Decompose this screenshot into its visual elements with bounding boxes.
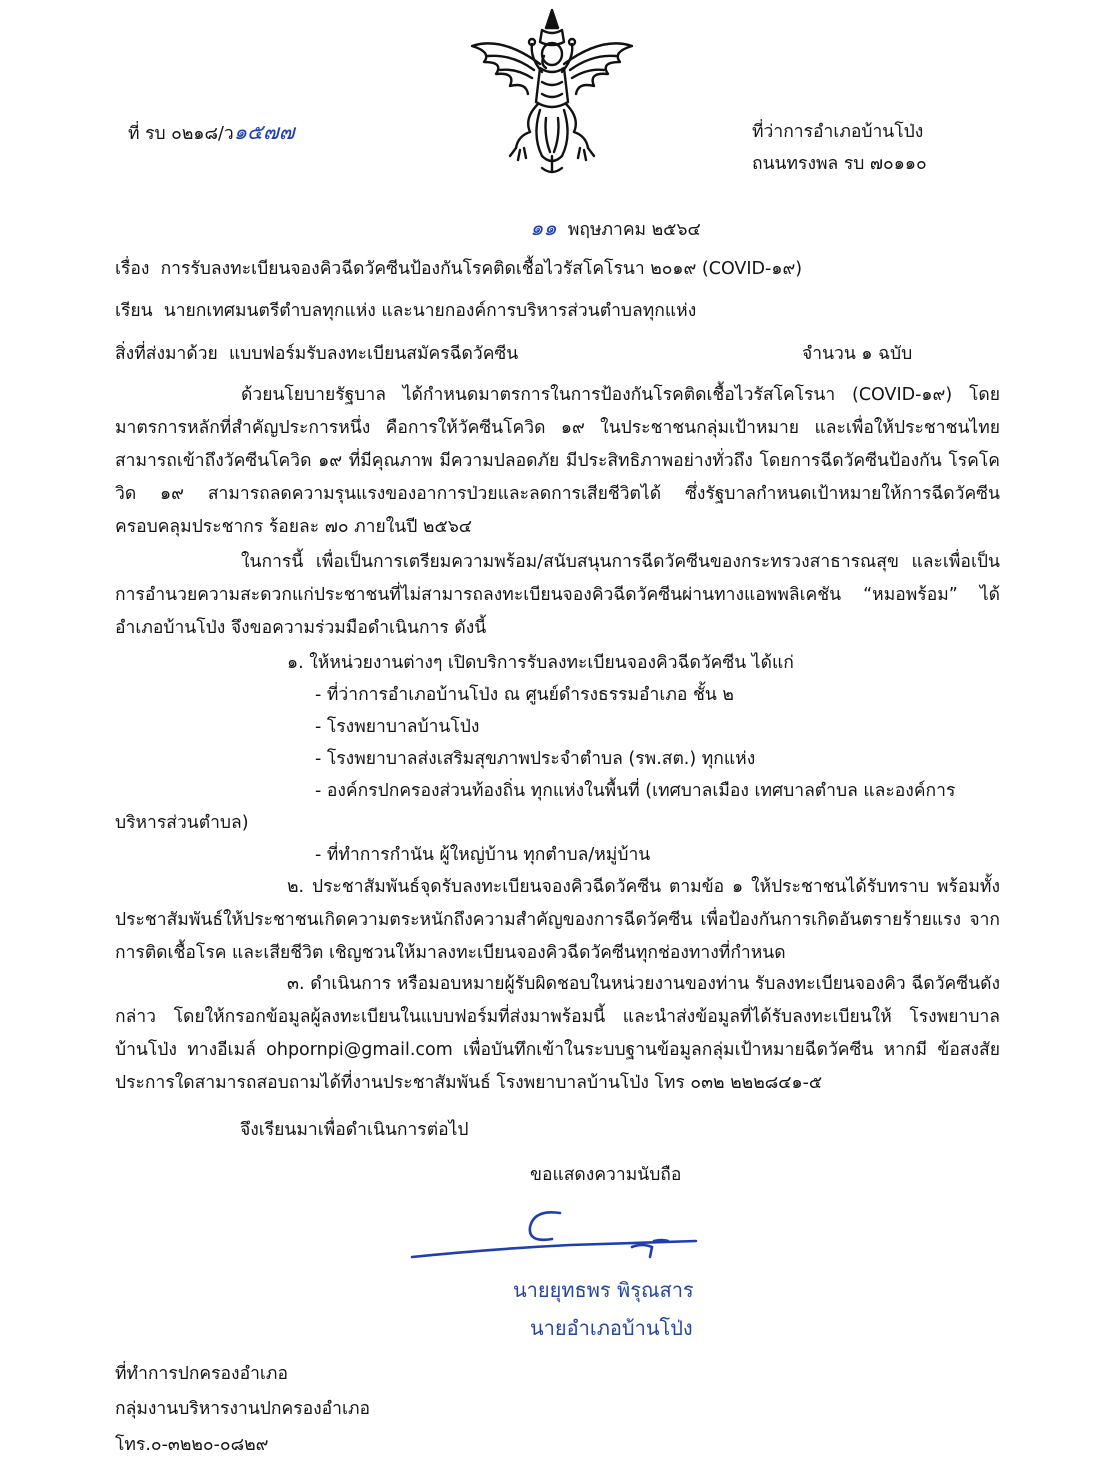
signer-title: นายอำเภอบ้านโป่ง (530, 1316, 693, 1340)
footer-division: กลุ่มงานบริหารงานปกครองอำเภอ (115, 1399, 371, 1419)
garuda-emblem-icon (462, 6, 642, 178)
item-1-sub-4-continued: บริหารส่วนตำบล) (115, 813, 249, 833)
closing-regards: ขอแสดงความนับถือ (530, 1165, 682, 1185)
item-1: ๑. ให้หน่วยงานต่างๆ เปิดบริการรับลงทะเบียนจองคิวฉีดวัคซีน ได้แก่ (287, 653, 794, 673)
subject-label: เรื่อง (115, 259, 150, 279)
reference-label: ที่ รบ ๐๒๑๘/ว (128, 124, 234, 144)
reference-handwritten-number: ๑๕๗๗ (233, 120, 295, 144)
letter-date (530, 217, 701, 241)
subject-line (115, 258, 802, 280)
closing-request: จึงเรียนมาเพื่อดำเนินการต่อไป (240, 1120, 469, 1140)
sender-office: ที่ว่าการอำเภอบ้านโป่ง (752, 122, 924, 142)
sender-address: ถนนทรงพล รบ ๗๐๑๑๐ (752, 154, 927, 174)
reference-number (128, 121, 295, 145)
body-paragraph-2: ในการนี้ เพื่อเป็นการเตรียมความพร้อม/สนับสนุนการฉีดวัคซีนของกระทรวงสาธารณสุข และเพื่อเป็น การอำนวยความสะดวกแก่ประชาชนที่ไม่สามารถลงทะเบียนจองคิวฉีดวัคซีนผ่านทางแอพพลิเคชัน “หมอพร้อม” ได้ อำเภอบ้านโป่ง จึงขอความร่วมมือดำเนินการ ดังนี้ (115, 552, 1000, 638)
date-month-year: พฤษภาคม ๒๕๖๔ (567, 220, 701, 240)
date-day-handwritten: ๑๑ (530, 216, 557, 240)
item-1-sub-5: - ที่ทำการกำนัน ผู้ใหญ่บ้าน ทุกตำบล/หมู่บ้าน (315, 845, 651, 865)
item-3: ๓. ดำเนินการ หรือมอบหมายผู้รับผิดชอบในหน่วยงานของท่าน รับลงทะเบียนจองคิว ฉีดวัคซีนดังกล่าว โดยให้กรอกข้อมูลผู้ลงทะเบียนในแบบฟอร์มที่ส่งมาพร้อมนี้ และนำส่งข้อมูลที่ได้รับลงทะเบียนให้ โรงพยาบาลบ้านโป่ง ทางอีเมล์ ohpornpi@gmail.com เพื่อบันทึกเข้าในระบบฐานข้อมูลกลุ่มเป้าหมายฉีดวัคซีน หากมี ข้อสงสัยประการใดสามารถสอบถามได้ที่งานประชาสัมพันธ์ โรงพยาบาลบ้านโป่ง โทร ๐๓๒ ๒๒๒๘๔๑-๕ (115, 974, 1000, 1093)
item-1-sub-2: - โรงพยาบาลบ้านโป่ง (315, 717, 480, 737)
subject-text: การรับลงทะเบียนจองคิวฉีดวัคซีนป้องกันโรคติดเชื้อไวรัสโคโรนา ๒๐๑๙ (COVID-๑๙) (160, 259, 803, 279)
enclosure-line (115, 343, 518, 365)
enclosure-text: แบบฟอร์มรับลงทะเบียนสมัครฉีดวัคซีน (228, 344, 519, 364)
recipient-label: เรียน (115, 301, 153, 321)
item-1-sub-4: - องค์กรปกครองส่วนท้องถิ่น ทุกแห่งในพื้นที่ (เทศบาลเมือง เทศบาลตำบล และองค์การ (315, 781, 956, 801)
item-2: ๒. ประชาสัมพันธ์จุดรับลงทะเบียนจองคิวฉีดวัคซีน ตามข้อ ๑ ให้ประชาชนได้รับทราบ พร้อมทั้ง ประชาสัมพันธ์ให้ประชาชนเกิดความตระหนักถึงความสำคัญของการฉีดวัคซีน เพื่อป้องกันการเกิดอันตรายร้ายแรง จากการติดเชื้อโรค และเสียชีวิต เชิญชวนให้มาลงทะเบียนจองคิวฉีดวัคซีนทุกช่องทางที่กำหนด (115, 877, 1000, 963)
item-1-sub-3: - โรงพยาบาลส่งเสริมสุขภาพประจำตำบล (รพ.สต.) ทุกแห่ง (315, 749, 756, 769)
recipient-text: นายกเทศมนตรีตำบลทุกแห่ง และนายกองค์การบริหารส่วนตำบลทุกแห่ง (163, 301, 697, 321)
signature-icon (400, 1205, 700, 1285)
footer-department: ที่ทำการปกครองอำเภอ (115, 1364, 288, 1384)
recipient-line (115, 300, 696, 322)
item-1-sub-1: - ที่ว่าการอำเภอบ้านโป่ง ณ ศูนย์ดำรงธรรมอำเภอ ชั้น ๒ (315, 685, 734, 705)
body-paragraph-1: ด้วยนโยบายรัฐบาล ได้กำหนดมาตรการในการป้องกันโรคติดเชื้อไวรัสโคโรนา (COVID-๑๙) โดยมาตรการหลักที่สำคัญประการหนึ่ง คือการให้วัคซีนโควิด ๑๙ ในประชาชนกลุ่มเป้าหมาย และเพื่อให้ประชาชนไทย สามารถเข้าถึงวัคซีนโควิด ๑๙ ที่มีคุณภาพ มีความปลอดภัย มีประสิทธิภาพอย่างทั่วถึง โดยการฉีดวัคซีนป้องกัน โรคโควิด ๑๙ สามารถลดความรุนแรงของอาการป่วยและลดการเสียชีวิตได้ ซึ่งรัฐบาลกำหนดเป้าหมายให้การฉีดวัคซีน ครอบคลุมประชากร ร้อยละ ๗๐ ภายในปี ๒๕๖๔ (115, 385, 1000, 537)
enclosure-label: สิ่งที่ส่งมาด้วย (115, 344, 218, 364)
footer-phone: โทร.๐-๓๒๒๐-๐๘๒๙ (115, 1435, 269, 1455)
enclosure-count: จำนวน ๑ ฉบับ (802, 344, 913, 364)
signer-name: นายยุทธพร พิรุณสาร (513, 1278, 694, 1302)
